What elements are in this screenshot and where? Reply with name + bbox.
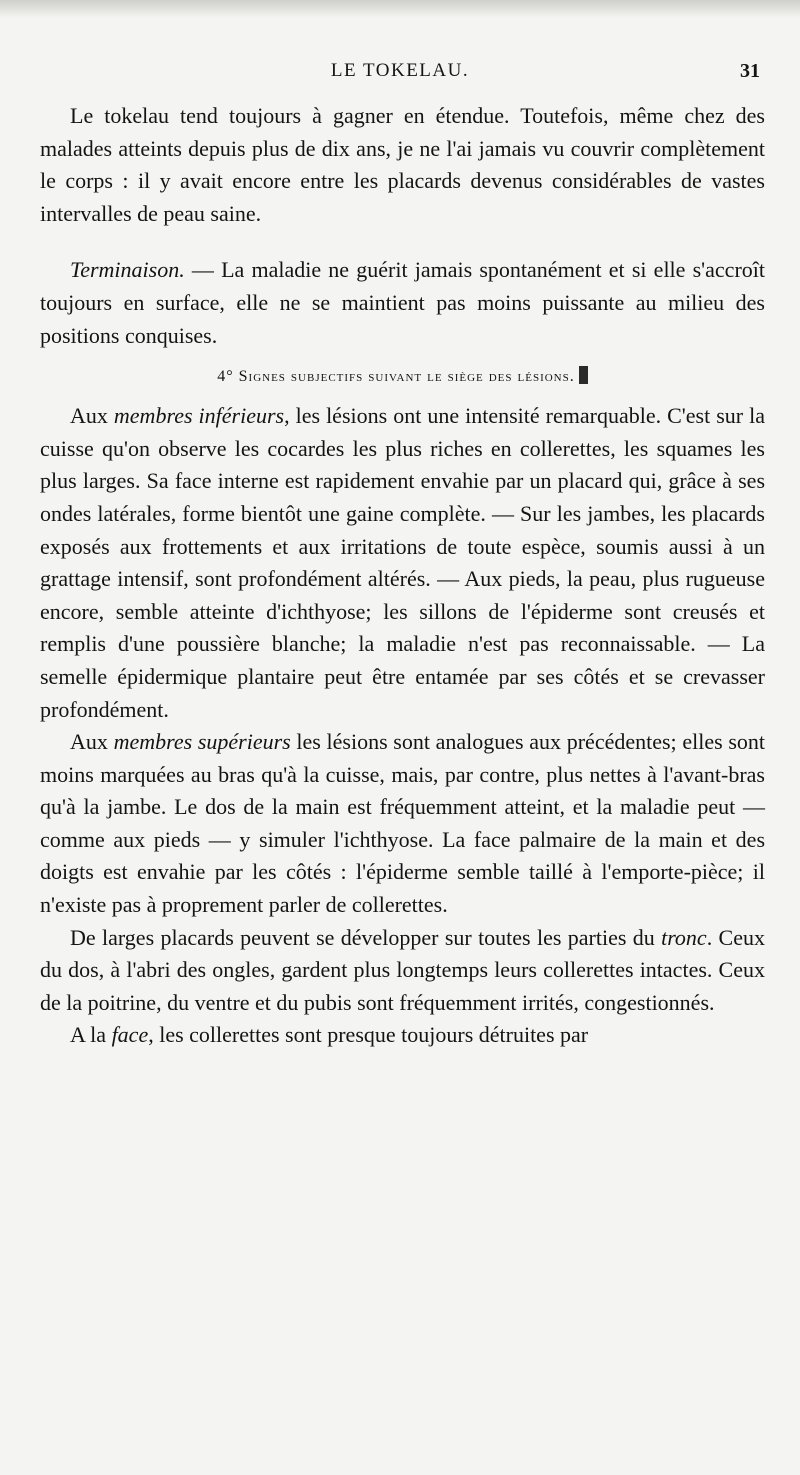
paragraph-membres-superieurs: Aux membres supérieurs les lésions sont analogues aux précédentes; elles sont moins marquées au bras qu'à la cuisse, mais, par contre, plus nettes à l'avant-bras qu'à la jambe. Le dos de la main est fréquemment atteint, et la maladie peut — comme aux pieds — y simuler l'ichthyose. La face palmaire de la main et des doigts est envahie par les côtés : l'épiderme semble taillé à l'emporte-pièce; il n'existe pas à proprement parler de collerettes. — [40, 729, 765, 918]
body-text — [40, 100, 765, 1052]
paragraph-extension: Le tokelau tend toujours à gagner en étendue. Toutefois, même chez des malades atteints depuis plus de dix ans, je ne l'ai jamais vu couvrir complètement le corps : il y avait encore entre les placards devenus considérables de vastes intervalles de peau saine. — [40, 103, 765, 226]
paragraph-tronc: De larges placards peuvent se développer sur toutes les parties du tronc. Ceux du dos, à l'abri des ongles, gardent plus longtemps leurs collerettes intactes. Ceux de la poitrine, du ventre et du pubis sont fréquemment irrités, congestionnés. — [40, 924, 765, 1015]
paragraph-face: A la face, les collerettes sont presque toujours détruites par — [70, 1022, 589, 1048]
section-number: 4° — [217, 368, 239, 386]
page-header — [40, 60, 760, 86]
paragraph-terminaison: Terminaison. — La maladie ne guérit jamais spontanément et si elle s'accroît toujours en surface, elle ne se maintient pas moins puissante au milieu des positions conquises. — [40, 257, 765, 348]
paragraph-membres-inferieurs: Aux membres inférieurs, les lésions ont une intensité remarquable. C'est sur la cuisse qu'on observe les cocardes les plus riches en collerettes, les squames les plus larges. Sa face interne est rapidement envahie par un placard qui, grâce à ses ondes latérales, forme bientôt une gaine complète. — Sur les jambes, les placards exposés aux frottements et aux irritations de toute espèce, soumis aussi à un grattage intensif, sont profondément altérés. — Aux pieds, la peau, plus rugueuse encore, semble atteinte d'ichthyose; les sillons de l'épiderme sont creusés et remplis d'une poussière blanche; la maladie n'est pas reconnaissable. — La semelle épidermique plantaire peut être entamée par ses côtés et se crevasser profondément. — [40, 403, 765, 722]
section-heading — [40, 364, 765, 390]
terminaison-label: Terminaison. — [70, 257, 185, 283]
section-title: Signes subjectifs suivant le siège des lésions. — [238, 368, 575, 386]
page-top-edge — [0, 0, 800, 18]
ink-mark-icon — [579, 366, 588, 384]
page-number: 31 — [740, 60, 760, 82]
running-title: LE TOKELAU. — [330, 60, 470, 81]
